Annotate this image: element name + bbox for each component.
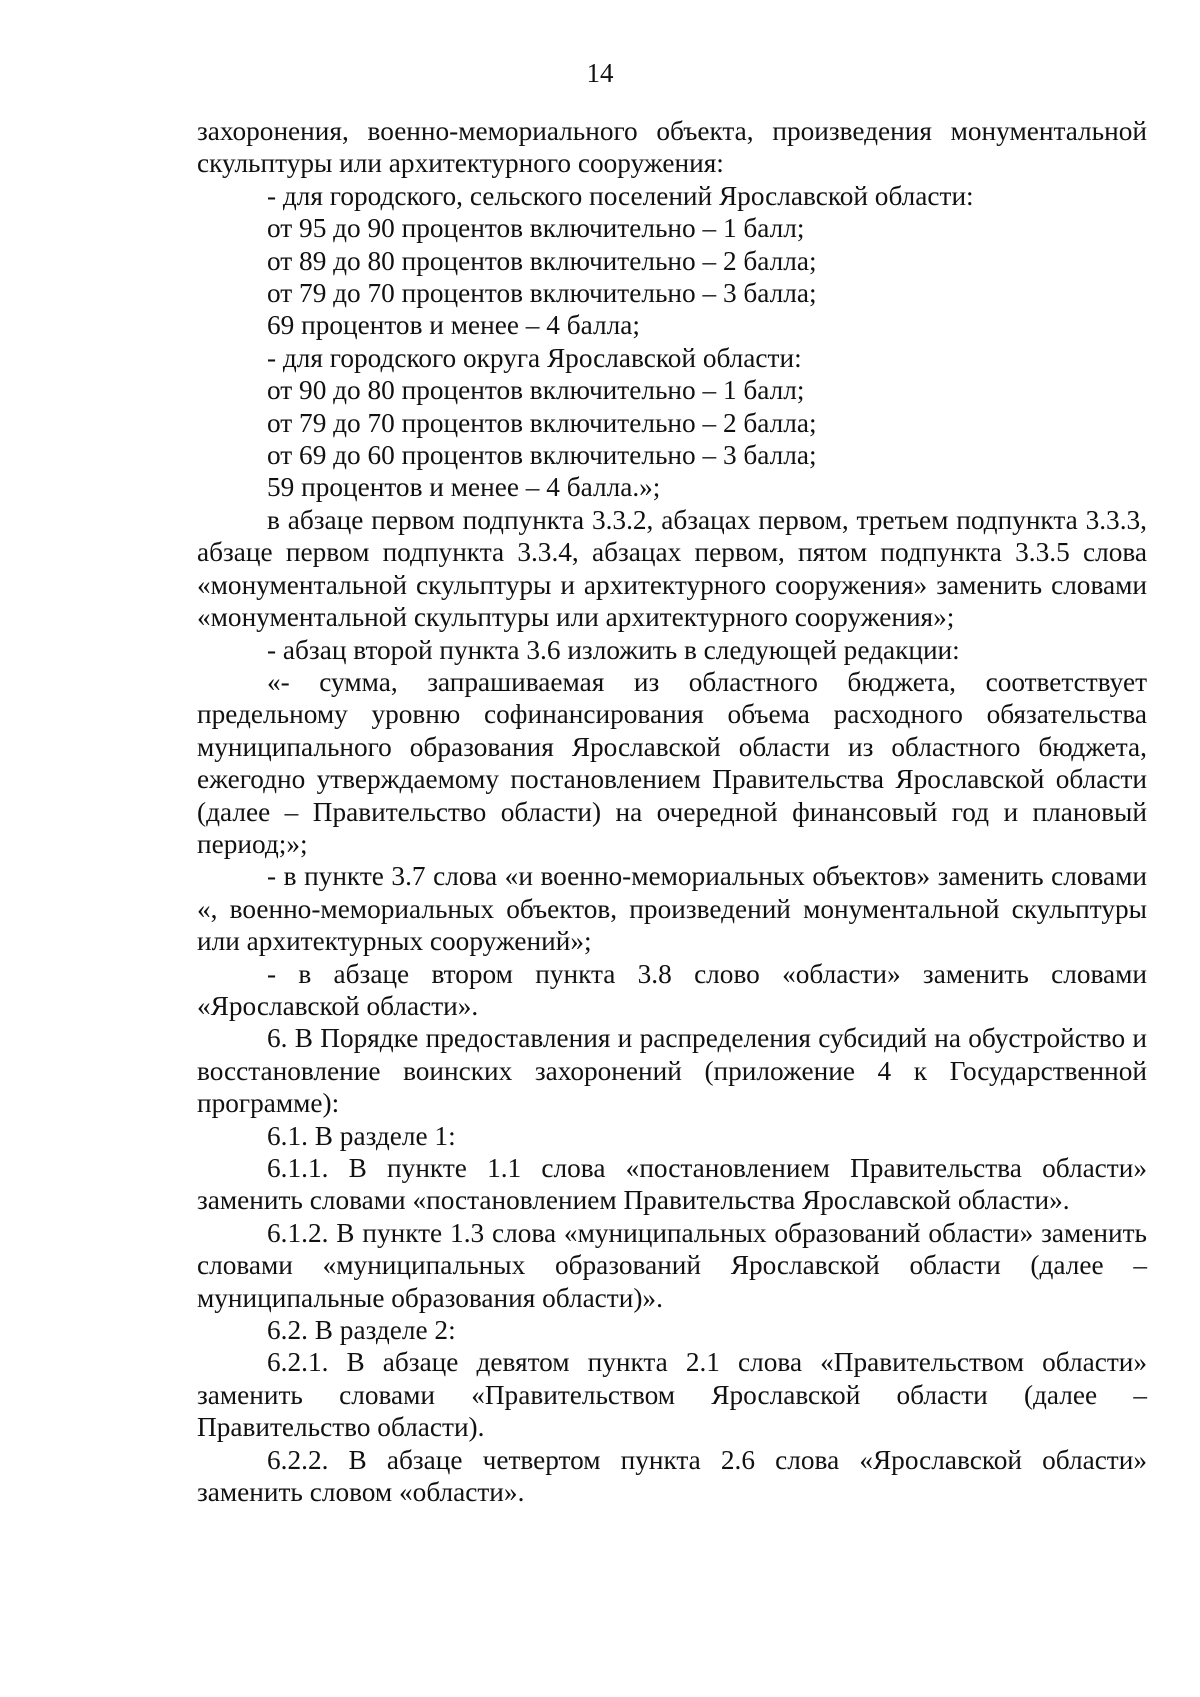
- paragraph-city-district-score-1: от 90 до 80 процентов включительно – 1 балл;: [267, 375, 805, 406]
- paragraph-settlements-score-1: от 95 до 90 процентов включительно – 1 балл;: [267, 213, 805, 244]
- paragraph-city-district-score-3: от 69 до 60 процентов включительно – 3 балла;: [267, 440, 817, 471]
- paragraph-6-1-2: 6.1.2. В пункте 1.3 слова «муниципальных образований области» заменить словами «муниципальных образований Ярославской области (далее – муниципальные образования области)».: [197, 1217, 1147, 1313]
- paragraph-6-2: 6.2. В разделе 2:: [267, 1315, 456, 1346]
- paragraph-clause-3-6-new-text: «- сумма, запрашиваемая из областного бюджета, соответствует предельному уровню софинансирования объема расходного обязательства муниципального образования Ярославской области из областного бюджета, ежегодно утверждаемому постановлением Правительства Ярославской области (далее – Правительство области) на очередной финансовый год и плановый период;»;: [197, 666, 1147, 859]
- page-number: 14: [586, 58, 614, 88]
- paragraph-clause-3-7: - в пункте 3.7 слова «и военно-мемориальных объектов» заменить словами «, военно-мемориальных объектов, произведений монументальной скульптуры или архитектурных сооружений»;: [197, 861, 1147, 957]
- paragraph-section-6: 6. В Порядке предоставления и распределения субсидий на обустройство и восстановление воинских захоронений (приложение 4 к Государственной программе):: [197, 1023, 1147, 1119]
- paragraph-settlements-score-4: 69 процентов и менее – 4 балла;: [267, 310, 640, 341]
- paragraph-settlements-header: - для городского, сельского поселений Ярославской области:: [267, 180, 974, 211]
- paragraph-subclauses-3-3: в абзаце первом подпункта 3.3.2, абзацах первом, третьем подпункта 3.3.3, абзаце первом подпункта 3.3.4, абзацах первом, пятом подпункта 3.3.5 слова «монументальной скульптуры и архитектурного сооружения» заменить словами «монументальной скульптуры или архитектурного сооружения»;: [197, 504, 1147, 633]
- paragraph-city-district-score-2: от 79 до 70 процентов включительно – 2 балла;: [267, 407, 817, 438]
- paragraph-settlements-score-3: от 79 до 70 процентов включительно – 3 балла;: [267, 278, 817, 309]
- paragraph-burial-object: захоронения, военно-мемориального объекта, произведения монументальной скульптуры или архитектурного сооружения:: [197, 116, 1147, 179]
- paragraph-city-district-header: - для городского округа Ярославской области:: [267, 342, 802, 373]
- paragraph-6-2-1: 6.2.1. В абзаце девятом пункта 2.1 слова «Правительством области» заменить словами «Правительством Ярославской области (далее – Правительство области).: [197, 1347, 1147, 1443]
- paragraph-clause-3-6: - абзац второй пункта 3.6 изложить в следующей редакции:: [267, 634, 960, 665]
- paragraph-city-district-score-4: 59 процентов и менее – 4 балла.»;: [267, 472, 661, 503]
- paragraph-settlements-score-2: от 89 до 80 процентов включительно – 2 балла;: [267, 245, 817, 276]
- paragraph-6-1-1: 6.1.1. В пункте 1.1 слова «постановлением Правительства области» заменить словами «постановлением Правительства Ярославской области».: [197, 1153, 1147, 1216]
- paragraph-6-2-2: 6.2.2. В абзаце четвертом пункта 2.6 слова «Ярославской области» заменить словом «области».: [197, 1444, 1147, 1508]
- paragraph-6-1: 6.1. В разделе 1:: [267, 1120, 456, 1151]
- paragraph-clause-3-8: - в абзаце втором пункта 3.8 слово «области» заменить словами «Ярославской области».: [197, 958, 1147, 1021]
- document-body: [197, 115, 1147, 1508]
